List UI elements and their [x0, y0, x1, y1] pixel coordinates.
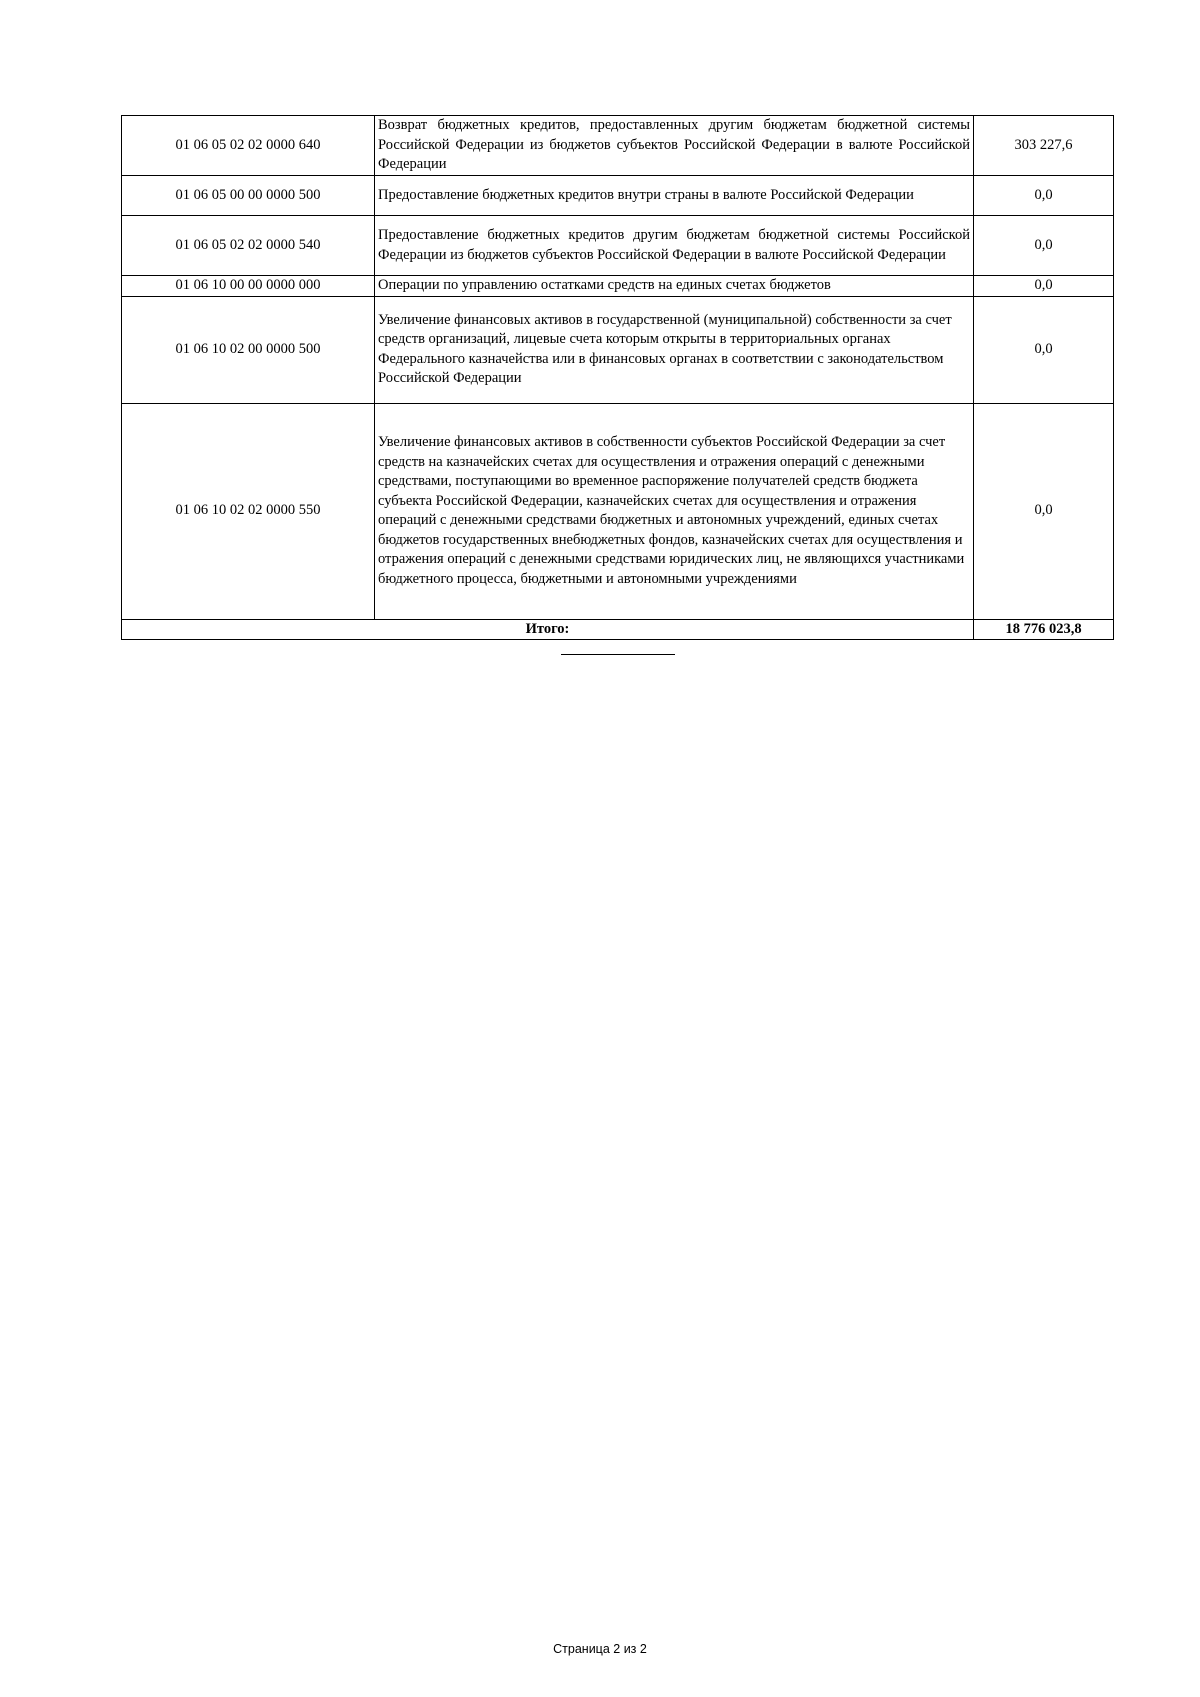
item-name: Увеличение финансовых активов в собственности субъектов Российской Федерации за счет средств на казначейских счетах для осуществления и отражения операций с денежными средствами, поступающими во временное распоряжение получателей средств бюджета субъекта Российской Федерации, казначейских счетах для осуществления и отражения операций с денежными средствами бюджетных и автономных учреждений, единых счетах бюджетов государственных внебюджетных фондов, казначейских счетах для осуществления и отражения операций с денежными средствами юридических лиц, не являющихся участниками бюджетного процесса, бюджетными и автономными учреждениями: [375, 403, 974, 619]
separator-line: [561, 654, 675, 655]
total-amount: 18 776 023,8: [974, 619, 1114, 640]
budget-code: 01 06 10 00 00 0000 000: [122, 276, 375, 297]
item-name: Предоставление бюджетных кредитов внутри страны в валюте Российской Федерации: [375, 176, 974, 216]
item-amount: 0,0: [974, 403, 1114, 619]
table-row: [122, 116, 1114, 176]
table-row: [122, 403, 1114, 619]
total-label: Итого:: [122, 619, 974, 640]
item-amount: 303 227,6: [974, 116, 1114, 176]
item-name: Операции по управлению остатками средств на единых счетах бюджетов: [375, 276, 974, 297]
item-amount: 0,0: [974, 296, 1114, 403]
table-row: [122, 176, 1114, 216]
budget-code: 01 06 05 02 02 0000 540: [122, 216, 375, 276]
budget-code: 01 06 10 02 02 0000 550: [122, 403, 375, 619]
item-name: Предоставление бюджетных кредитов другим бюджетам бюджетной системы Российской Федерации из бюджетов субъектов Российской Федерации в валюте Российской Федерации: [375, 216, 974, 276]
item-name: Возврат бюджетных кредитов, предоставленных другим бюджетам бюджетной системы Российской Федерации из бюджетов субъектов Российской Федерации в валюте Российской Федерации: [375, 116, 974, 176]
table-row: [122, 296, 1114, 403]
table-row: [122, 216, 1114, 276]
budget-code: 01 06 10 02 00 0000 500: [122, 296, 375, 403]
item-amount: 0,0: [974, 276, 1114, 297]
item-name: Увеличение финансовых активов в государственной (муниципальной) собственности за счет средств организаций, лицевые счета которым открыты в территориальных органах Федерального казначейства или в финансовых органах в соответствии с законодательством Российской Федерации: [375, 296, 974, 403]
budget-code: 01 06 05 00 00 0000 500: [122, 176, 375, 216]
table-row: [122, 276, 1114, 297]
page-number: Страница 2 из 2: [553, 1642, 647, 1656]
total-row: [122, 619, 1114, 640]
budget-sources-table: [121, 115, 1114, 640]
item-amount: 0,0: [974, 216, 1114, 276]
item-amount: 0,0: [974, 176, 1114, 216]
budget-code: 01 06 05 02 02 0000 640: [122, 116, 375, 176]
